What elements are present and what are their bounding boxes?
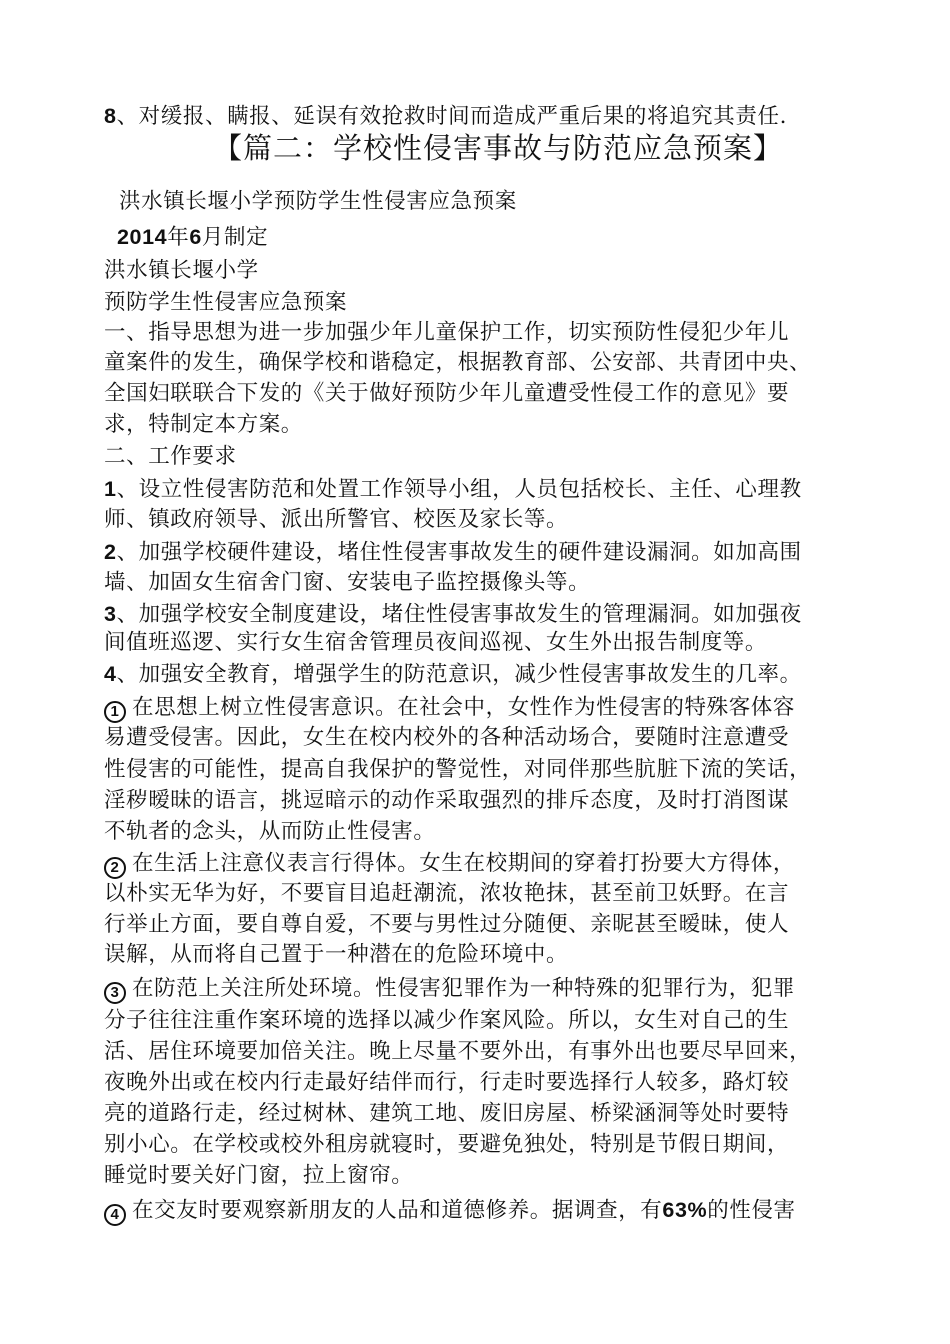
paragraph-line: 行举止方面，要自尊自爱，不要与男性过分随便、亲昵甚至暧昧，使人	[104, 912, 790, 937]
paragraph-line: 睡觉时要关好门窗，拉上窗帘。	[104, 1163, 414, 1188]
date-year: 2014	[117, 225, 168, 249]
circled-item	[104, 1195, 796, 1226]
clause-8	[104, 101, 787, 132]
circled-number: 4	[104, 1204, 126, 1226]
plan-name: 预防学生性侵害应急预案	[104, 290, 348, 315]
section-title: 【篇二：学校性侵害事故与防范应急预案】	[213, 131, 784, 165]
circled-number: 2	[104, 857, 126, 879]
paragraph-line: 求，特制定本方案。	[104, 412, 303, 437]
date-year-suffix: 年	[167, 225, 190, 250]
paragraph-line: 易遭受侵害。因此，女生在校内校外的各种活动场合，要随时注意遭受	[104, 725, 790, 750]
paragraph-line: 性侵害的可能性，提高自我保护的警觉性，对同伴那些肮脏下流的笑话，	[104, 757, 812, 782]
date-month-suffix: 月制定	[201, 225, 269, 250]
paragraph-line: 童案件的发生，确保学校和谐稳定，根据教育部、公安部、共青团中央、	[104, 350, 812, 375]
circled-number: 3	[104, 982, 126, 1004]
list-item-continuation: 间值班巡逻、实行女生宿舍管理员夜间巡视、女生外出报告制度等。	[104, 630, 768, 655]
item-text: 、加强安全教育，增强学生的防范意识，减少性侵害事故发生的几率。	[116, 662, 802, 687]
item-text: 、加强学校硬件建设，堵住性侵害事故发生的硬件建设漏洞。如加高围	[116, 540, 802, 565]
paragraph-line: 淫秽暧昧的语言，挑逗暗示的动作采取强烈的排斥态度，及时打消图谋	[104, 788, 790, 813]
item-text: 、设立性侵害防范和处置工作领导小组，人员包括校长、主任、心理教	[116, 477, 802, 502]
item-number: 4	[104, 662, 117, 686]
school-name: 洪水镇长堰小学	[104, 258, 259, 283]
circled-number: 1	[104, 701, 126, 723]
list-item	[104, 474, 802, 505]
item-text: 在生活上注意仪表言行得体。女生在校期间的穿着打扮要大方得体，	[132, 851, 796, 876]
circled-item	[104, 693, 795, 723]
item-text: 、加强学校安全制度建设，堵住性侵害事故发生的管理漏洞。如加强夜	[116, 602, 802, 627]
paragraph-line: 全国妇联联合下发的《关于做好预防少年儿童遭受性侵工作的意见》要	[104, 381, 790, 406]
list-item	[104, 659, 802, 690]
item-number: 3	[104, 602, 117, 626]
circled-item	[104, 974, 795, 1004]
item-number: 1	[104, 477, 117, 501]
item-text: 在交友时要观察新朋友的人品和道德修养。据调查，有	[132, 1198, 663, 1223]
item-text-tail: 的性侵害	[707, 1198, 796, 1223]
paragraph-line: 分子往往注重作案环境的选择以减少作案风险。所以，女生对自己的生	[104, 1008, 790, 1033]
document-subtitle: 洪水镇长堰小学预防学生性侵害应急预案	[119, 189, 517, 214]
list-item	[104, 537, 802, 568]
list-item-continuation: 师、镇政府领导、派出所警官、校医及家长等。	[104, 507, 569, 532]
paragraph-line: 一、指导思想为进一步加强少年儿童保护工作，切实预防性侵犯少年儿	[104, 320, 790, 345]
percentage-value: 63%	[662, 1198, 708, 1222]
clause-text: 、对缓报、瞒报、延误有效抢救时间而造成严重后果的将追究其责任.	[116, 104, 787, 129]
item-number: 2	[104, 540, 117, 564]
item-text: 在防范上关注所处环境。性侵害犯罪作为一种特殊的犯罪行为，犯罪	[132, 976, 796, 1001]
list-item	[104, 599, 802, 630]
circled-item	[104, 849, 795, 879]
date-month: 6	[189, 225, 202, 249]
paragraph-line: 亮的道路行走，经过树林、建筑工地、废旧房屋、桥梁涵洞等处时要特	[104, 1101, 790, 1126]
paragraph-line: 夜晚外出或在校内行走最好结伴而行，行走时要选择行人较多，路灯较	[104, 1070, 790, 1095]
section-heading: 二、工作要求	[104, 444, 237, 469]
paragraph-line: 以朴实无华为好，不要盲目追赶潮流，浓妆艳抹，甚至前卫妖野。在言	[104, 881, 790, 906]
paragraph-line: 不轨者的念头，从而防止性侵害。	[104, 819, 436, 844]
list-item-continuation: 墙、加固女生宿舍门窗、安装电子监控摄像头等。	[104, 570, 591, 595]
paragraph-line: 误解，从而将自己置于一种潜在的危险环境中。	[104, 942, 569, 967]
item-text: 在思想上树立性侵害意识。在社会中，女性作为性侵害的特殊客体容	[132, 695, 796, 720]
clause-number: 8	[104, 104, 117, 128]
paragraph-line: 别小心。在学校或校外租房就寝时，要避免独处，特别是节假日期间，	[104, 1132, 790, 1157]
paragraph-line: 活、居住环境要加倍关注。晚上尽量不要外出，有事外出也要尽早回来，	[104, 1039, 812, 1064]
document-date	[117, 222, 268, 253]
